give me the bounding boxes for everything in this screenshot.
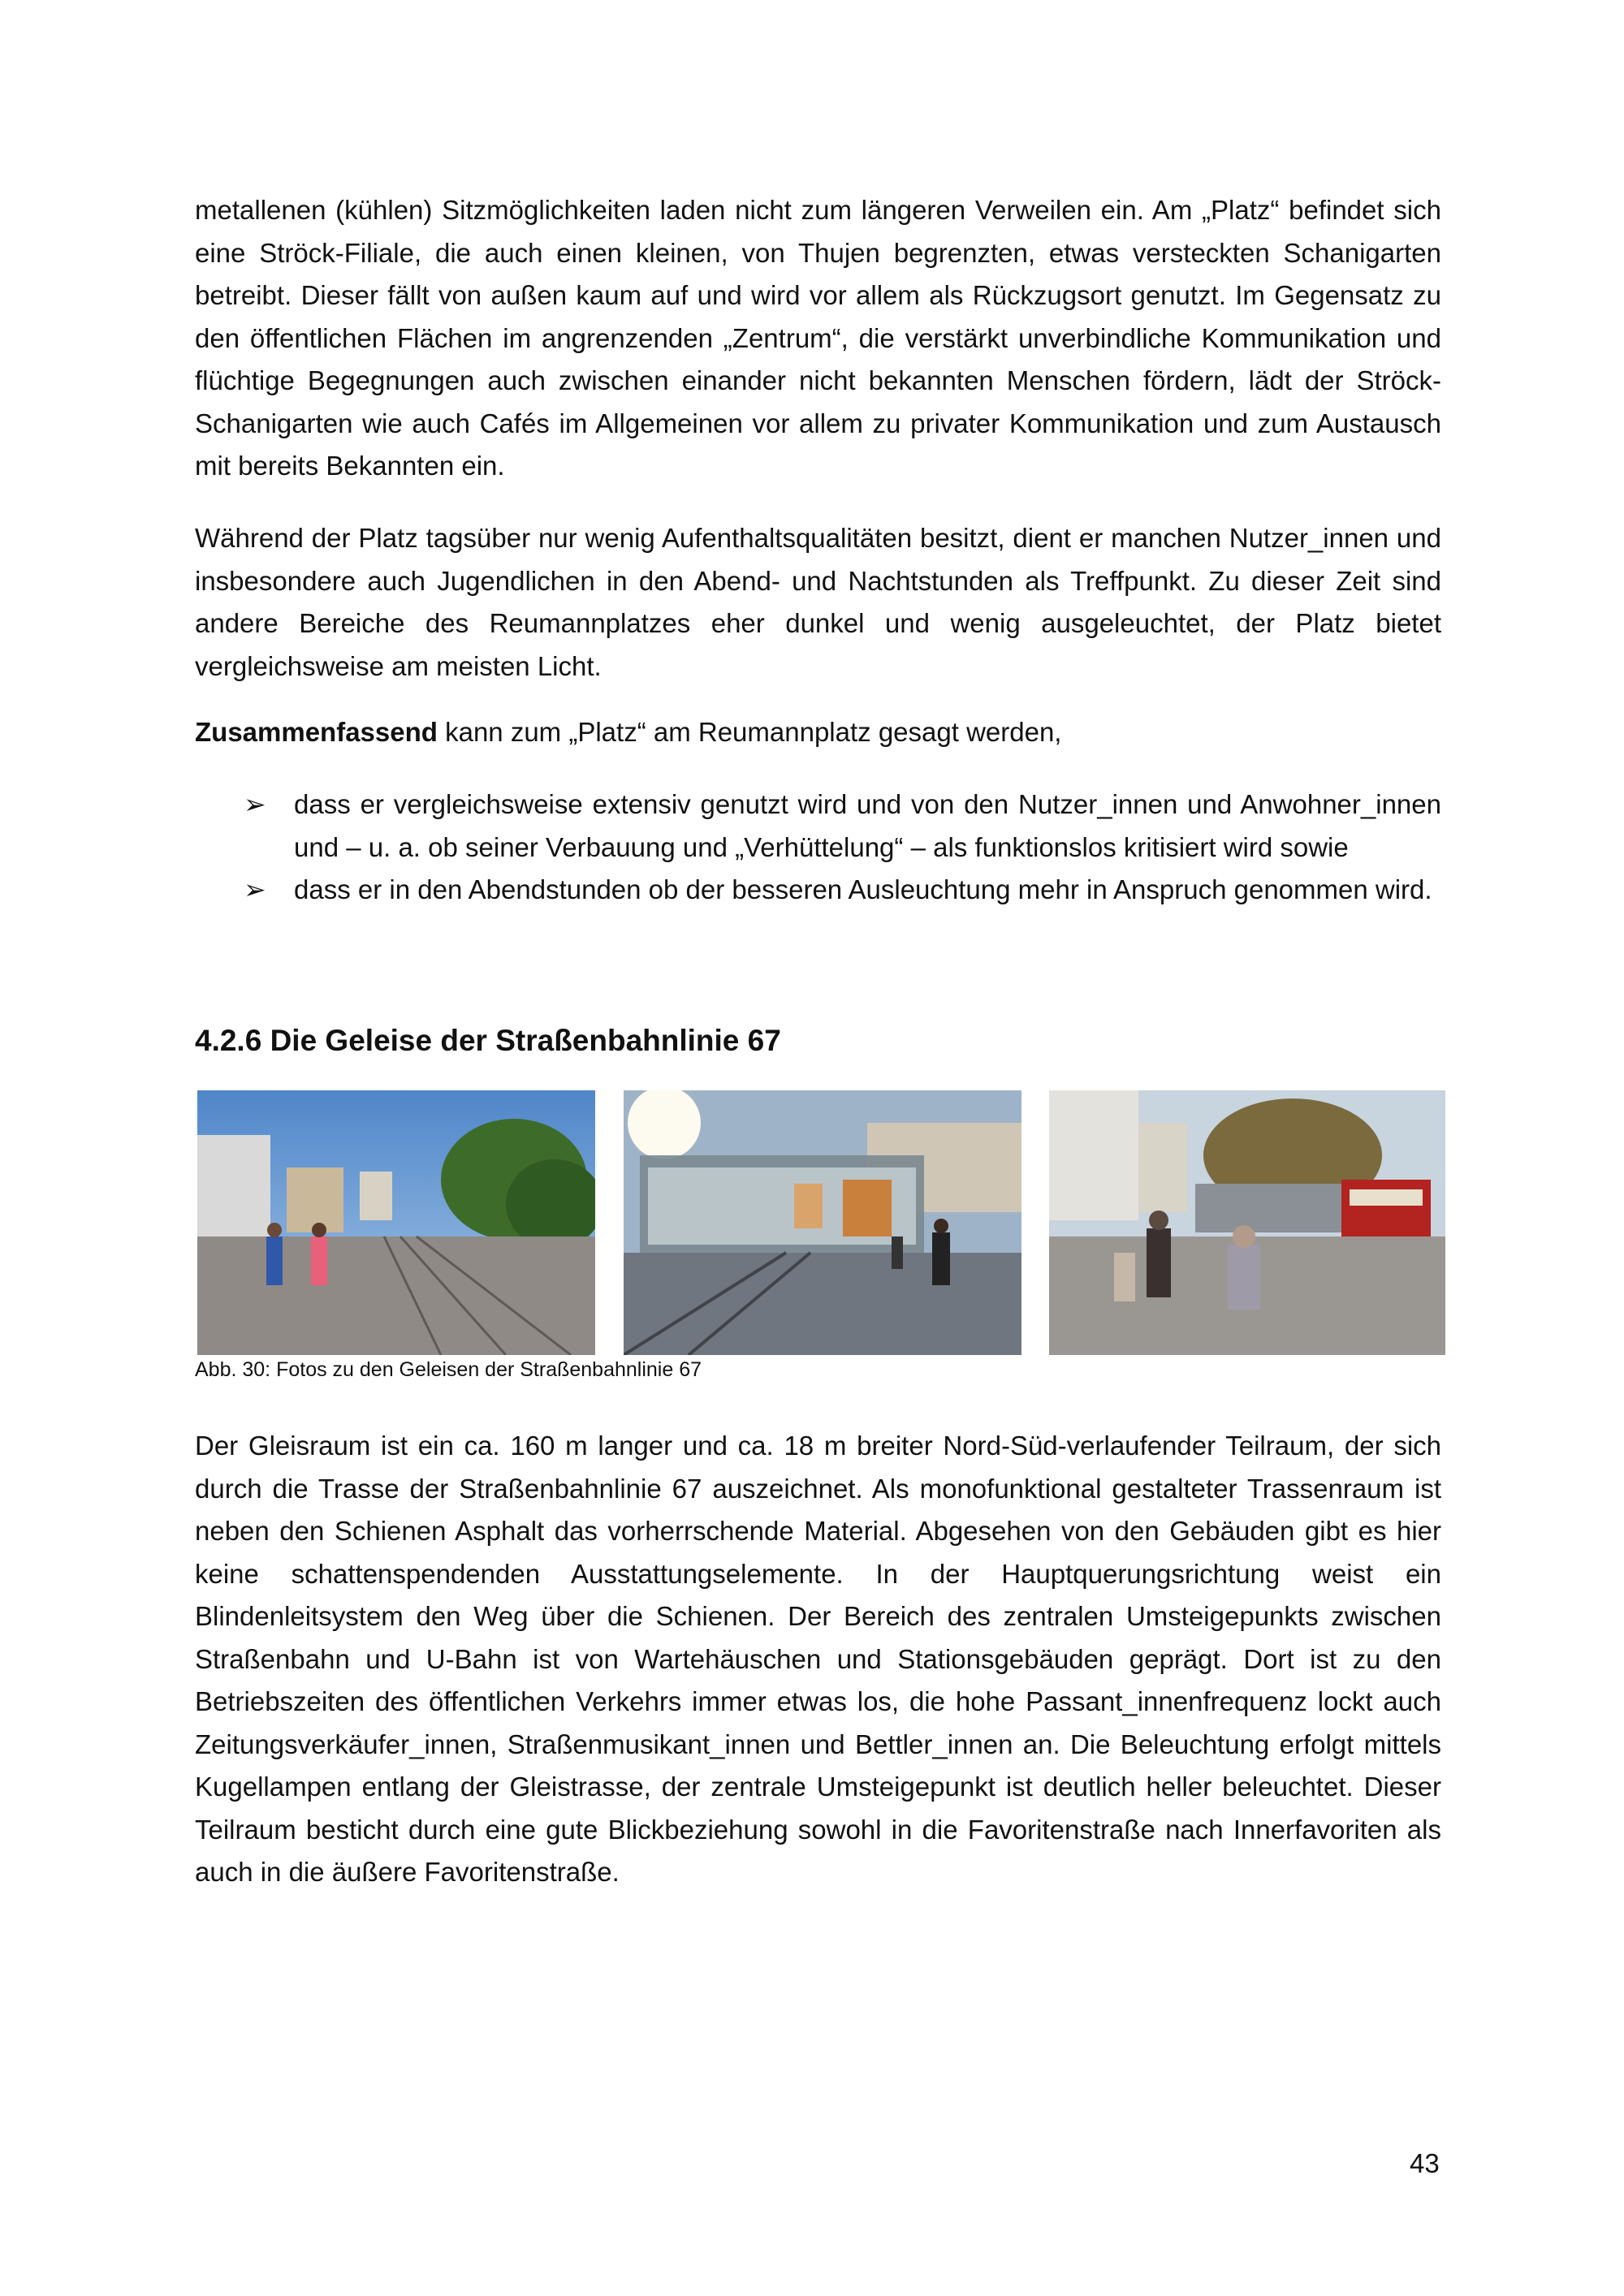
summary-bold-label: Zusammenfassend: [195, 717, 438, 747]
figure-caption: Abb. 30: Fotos zu den Geleisen der Straßenbahnlinie 67: [195, 1358, 702, 1381]
paragraph-4: Der Gleisraum ist ein ca. 160 m langer und ca. 18 m breiter Nord-Süd-verlaufender Teilraum, der sich durch die Trasse der Straßenbahnlinie 67 auszeichnet. Als monofunktional gestalteter Trassenraum ist neben den Schienen Asphalt das vorherrschende Material. Abgesehen von den Gebäuden gibt es hier keine schattenspendenden Ausstattungselemente. In der Hauptquerungsrichtung weist ein Blindenleitsystem den Weg über die Schienen. Der Bereich des zentralen Umsteigepunkts zwischen Straßenbahn und U-Bahn ist von Wartehäuschen und Stationsgebäuden geprägt. Dort ist zu den Betriebszeiten des öffentlichen Verkehrs immer etwas los, die hohe Passant_innenfrequenz lockt auch Zeitungsverkäufer_innen, Straßenmusikant_innen und Bettler_innen an. Die Beleuchtung erfolgt mittels Kugellampen entlang der Gleistrasse, der zentrale Umsteigepunkt ist deutlich heller beleuchtet. Dieser Teilraum besticht durch eine gute Blickbeziehung sowohl in die Favoritenstraße nach Innerfavoriten als auch in die äußere Favoritenstraße.: [195, 1431, 1441, 1887]
list-item-text: dass er vergleichsweise extensiv genutzt wird und von den Nutzer_innen und Anwohner_innen und – u. a. ob seiner Verbauung und „Verhüttelung“ – als funktionslos kritisiert wird sowie: [294, 789, 1441, 862]
summary-intro-text: kann zum „Platz“ am Reumannplatz gesagt werden,: [437, 717, 1062, 747]
arrow-bullet-icon: ➢: [244, 789, 266, 819]
list-item: [195, 869, 1441, 912]
photo-tram-tracks-street: [197, 1090, 595, 1355]
photo-tram-shelter: [624, 1090, 1021, 1355]
list-item: [195, 783, 1441, 869]
photo-red-tram-children: [1049, 1090, 1445, 1355]
summary-intro: [195, 711, 1441, 754]
section-heading: 4.2.6 Die Geleise der Straßenbahnlinie 67: [195, 1024, 781, 1057]
paragraph-1: metallenen (kühlen) Sitzmöglichkeiten laden nicht zum längeren Verweilen ein. Am „Platz“ befindet sich eine Ströck-Filiale, die auch einen kleinen, von Thujen begrenzten, etwas versteckten Schanigarten betreibt. Dieser fällt von außen kaum auf und wird vor allem als Rückzugsort genutzt. Im Gegensatz zu den öffentlichen Flächen im angrenzenden „Zentrum“, die verstärkt unverbindliche Kommunikation und flüchtige Begegnungen auch zwischen einander nicht bekannten Menschen fördern, lädt der Ströck-Schanigarten wie auch Cafés im Allgemeinen vor allem zu privater Kommunikation und zum Austausch mit bereits Bekannten ein.: [195, 195, 1441, 481]
arrow-bullet-icon: ➢: [244, 874, 266, 904]
summary-bullet-list: [195, 783, 1441, 912]
list-item-text: dass er in den Abendstunden ob der besseren Ausleuchtung mehr in Anspruch genommen wird.: [294, 874, 1432, 904]
paragraph-2: Während der Platz tagsüber nur wenig Aufenthaltsqualitäten besitzt, dient er manchen Nutzer_innen und insbesondere auch Jugendlichen in den Abend- und Nachtstunden als Treffpunkt. Zu dieser Zeit sind andere Bereiche des Reumannplatzes eher dunkel und wenig ausgeleuchtet, der Platz bietet vergleichsweise am meisten Licht.: [195, 523, 1441, 681]
page-number: 43: [1410, 2148, 1440, 2178]
